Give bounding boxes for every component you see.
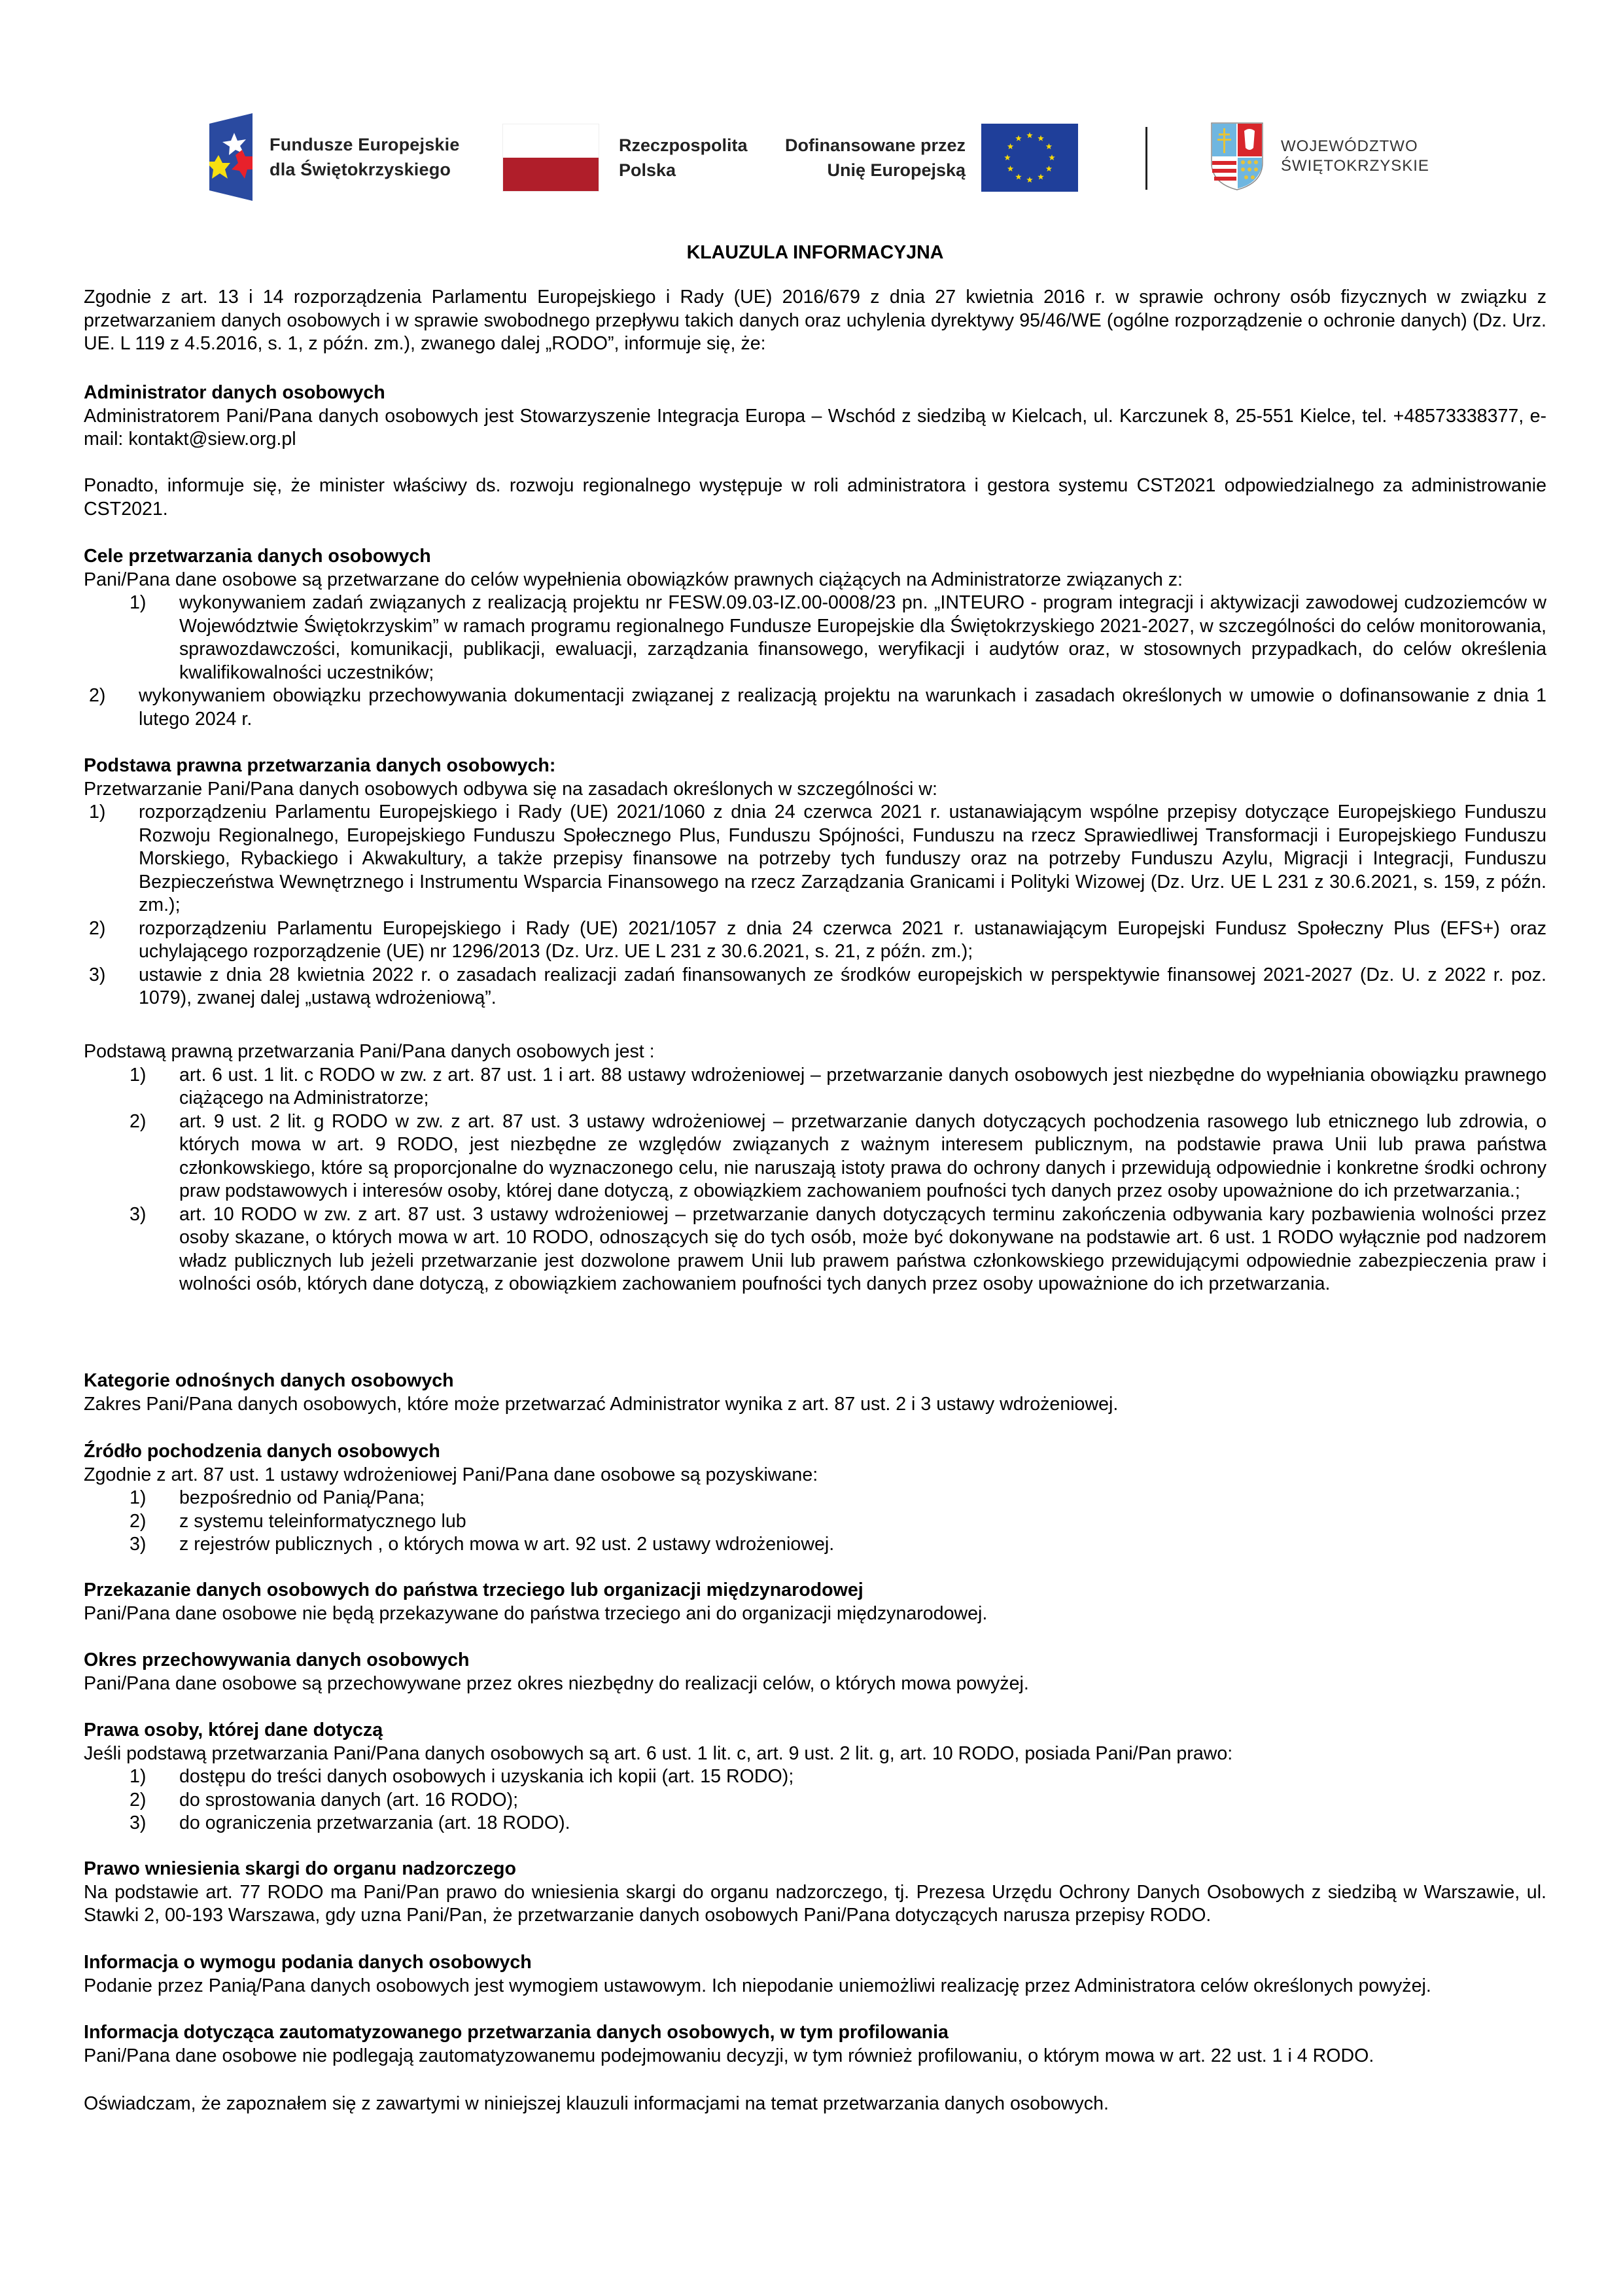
section-lead: Pani/Pana dane osobowe są przetwarzane do celów wypełnienia obowiązków prawnych ciążących na Administratorze związanych z: — [84, 569, 1183, 590]
list-text: bezpośrednio od Panią/Pana; — [179, 1487, 425, 1508]
list-item — [84, 592, 1546, 684]
list-item — [84, 1510, 1546, 1534]
list-number: 3) — [89, 964, 106, 985]
list-text: dostępu do treści danych osobowych i uzyskania ich kopii (art. 15 RODO); — [179, 1766, 794, 1787]
document-title: KLAUZULA INFORMACYJNA — [686, 242, 944, 263]
section-automated — [84, 2021, 1546, 2068]
region-logo-line-2: ŚWIĘTOKRZYSKIE — [1281, 157, 1429, 175]
list-number: 2) — [130, 1510, 147, 1532]
list-item — [84, 964, 1546, 1010]
minister-paragraph: Ponadto, informuje się, że minister właściwy ds. rozwoju regionalnego występuje w roli administratora i gestora systemu CST2021 odpowiedzialnego za administrowanie CST2021. — [84, 475, 1546, 520]
list-text: art. 6 ust. 1 lit. c RODO w zw. z art. 87 ust. 1 i art. 88 ustawy wdrożeniowej – przetwarzanie danych osobowych jest niezbędne do wypełniania obowiązku prawnego ciążącego na Administratorze; — [179, 1064, 1546, 1108]
section-legal-basis-details — [84, 1040, 1546, 1296]
section-text: Administratorem Pani/Pana danych osobowych jest Stowarzyszenie Integracja Europa – Wschód z siedzibą w Kielcach, ul. Karczunek 8, 25-551 Kielce, tel. +48573338377, e-mail: kontakt@siew.org.pl — [84, 405, 1546, 450]
declaration-paragraph: Oświadczam, że zapoznałem się z zawartymi w niniejszej klauzuli informacjami na temat przetwarzania danych osobowych. — [84, 2093, 1109, 2114]
list-number: 1) — [130, 1766, 147, 1787]
section-rights — [84, 1719, 1546, 1835]
list-item — [84, 1203, 1546, 1296]
fe-logo-text — [270, 132, 460, 182]
section-heading: Prawa osoby, której dane dotyczą — [84, 1720, 383, 1740]
section-text: Podanie przez Panią/Pana danych osobowych jest wymogiem ustawowym. Ich niepodanie uniemożliwi realizację przez Administratora celów określonych powyżej. — [84, 1975, 1431, 1996]
section-categories — [84, 1369, 1546, 1416]
wojewodztwo-swietokrzyskie-logo — [1210, 120, 1429, 192]
section-heading: Cele przetwarzania danych osobowych — [84, 546, 431, 567]
list-number: 2) — [89, 917, 106, 939]
list-item — [84, 1789, 1546, 1812]
intro-paragraph: Zgodnie z art. 13 i 14 rozporządzenia Parlamentu Europejskiego i Rady (UE) 2016/679 z dnia 27 kwietnia 2016 r. w sprawie ochrony osób fizycznych w związku z przetwarzaniem danych osobowych i w sprawie swobodnego przepływu takich danych oraz uchylenia dyrektywy 95/46/WE (ogólne rozporządzenie o ochronie danych) (Dz. Urz. UE. L 119 z 4.5.2016, s. 1, z późn. zm.), zwanego dalej „RODO”, informuje się, że: — [84, 287, 1546, 354]
section-lead: Podstawą prawną przetwarzania Pani/Pana danych osobowych jest : — [84, 1041, 655, 1062]
section-heading: Administrator danych osobowych — [84, 382, 385, 403]
section-text: Na podstawie art. 77 RODO ma Pani/Pan prawo do wniesienia skargi do organu nadzorczego, tj. Prezesa Urzędu Ochrony Danych Osobowych z siedzibą w Warszawie, ul. Stawki 2, 00-193 Warszawa, gdy uzna Pani/Pan, że przetwarzanie danych osobowych Pani/Pana dotyczących narusza przepisy RODO. — [84, 1881, 1546, 1926]
list-number: 2) — [130, 1789, 147, 1810]
list-number: 3) — [130, 1203, 147, 1225]
list-text: rozporządzeniu Parlamentu Europejskiego i Rady (UE) 2021/1060 z dnia 24 czerwca 2021 r. ustanawiającym wspólne przepisy dotyczące Europejskiego Funduszu Rozwoju Regionalnego, Europejskiego Funduszu Społecznego Plus, Funduszu Spójności, Funduszu na rzecz Sprawiedliwej Transformacji i Europejskiego Funduszu Morskiego, Rybackiego i Akwakultury, a także przepisy finansowe na potrzeby tych funduszy oraz na potrzeby Funduszu Azylu, Migracji i Integracji, Funduszu Bezpieczeństwa Wewnętrznego i Instrumentu Wsparcia Finansowego na rzecz Zarządzania Granicami i Polityki Wizowej (Dz. Urz. UE L 231 z 30.6.2021, s. 159, z późn. zm.); — [139, 802, 1546, 915]
list-text: art. 9 ust. 2 lit. g RODO w zw. z art. 87 ust. 3 ustawy wdrożeniowej – przetwarzanie danych dotyczących pochodzenia rasowego lub etnicznego lub zdrowia, o których mowa w art. 9 RODO, jest niezbędne ze względów związanych z ważnym interesem publicznym, na podstawie prawa Unii lub prawa państwa członkowskiego, które są proporcjonalne do wyznaczonego celu, nie naruszają istoty prawa do ochrony danych i przewidują odpowiednie i konkretne środki ochrony praw podstawowych i interesów osoby, której dane dotyczą, z obowiązkiem zachowaniem poufności tych danych przez osoby upoważnione do ich przetwarzania.; — [179, 1110, 1546, 1201]
section-purposes — [84, 545, 1546, 731]
section-lead: Przetwarzanie Pani/Pana danych osobowych odbywa się na zasadach określonych w szczególności w: — [84, 778, 937, 800]
section-heading: Przekazanie danych osobowych do państwa trzeciego lub organizacji międzynarodowej — [84, 1580, 864, 1600]
region-logo-text — [1281, 137, 1429, 176]
section-heading: Prawo wniesienia skargi do organu nadzorczego — [84, 1858, 516, 1879]
logo-strip — [209, 111, 1429, 209]
list-text: do sprostowania danych (art. 16 RODO); — [179, 1789, 519, 1810]
section-text: Pani/Pana dane osobowe są przechowywane przez okres niezbędny do realizacji celów, o których mowa powyżej. — [84, 1672, 1029, 1694]
region-logo-line-1: WOJEWÓDZTWO — [1281, 137, 1418, 155]
list-number: 1) — [89, 802, 106, 822]
list-item — [84, 1110, 1546, 1203]
list-text: do ograniczenia przetwarzania (art. 18 RODO). — [179, 1812, 570, 1833]
list-text: z rejestrów publicznych , o których mowa w art. 92 ust. 2 ustawy wdrożeniowej. — [179, 1534, 835, 1555]
section-retention — [84, 1649, 1546, 1695]
list-text: rozporządzeniu Parlamentu Europejskiego i Rady (UE) 2021/1057 z dnia 24 czerwca 2021 r. ustanawiającym Europejski Fundusz Społeczny Plus (EFS+) oraz uchylającego rozporządzenie (UE) nr 1296/2013 (Dz. Urz. UE L 231 z 30.6.2021, s. 21, z późn. zm.); — [139, 917, 1546, 962]
list-number: 1) — [130, 592, 147, 613]
list-item — [84, 917, 1546, 964]
list-item — [84, 1064, 1546, 1110]
section-complaint — [84, 1858, 1546, 1928]
fe-logo-line-1: Fundusze Europejskie — [270, 135, 460, 154]
section-text: Pani/Pana dane osobowe nie będą przekazywane do państwa trzeciego ani do organizacji międzynarodowej. — [84, 1602, 988, 1624]
section-transfer — [84, 1579, 1546, 1625]
coat-of-arms-icon — [1210, 122, 1264, 191]
rzeczpospolita-logo — [502, 123, 748, 192]
eu-flag-icon — [981, 124, 1078, 192]
rp-logo-line-1: Rzeczpospolita — [619, 135, 748, 155]
section-legal-basis — [84, 754, 1546, 1010]
eu-logo-line-2: Unię Europejską — [827, 160, 966, 180]
list-item — [84, 684, 1546, 731]
polish-flag-icon — [502, 124, 599, 192]
section-heading: Okres przechowywania danych osobowych — [84, 1650, 470, 1670]
section-administrator — [84, 381, 1546, 451]
rp-logo-line-2: Polska — [619, 160, 676, 180]
section-text: Zakres Pani/Pana danych osobowych, które może przetwarzać Administrator wynika z art. 87 ust. 2 i 3 ustawy wdrożeniowej. — [84, 1393, 1119, 1415]
list-text: ustawie z dnia 28 kwietnia 2022 r. o zasadach realizacji zadań finansowanych ze środków europejskich w perspektywie finansowej 2021-2027 (Dz. U. z 2022 r. poz. 1079), zwanej dalej „ustawą wdrożeniową”. — [139, 964, 1546, 1008]
list-number: 2) — [89, 685, 106, 706]
section-heading: Kategorie odnośnych danych osobowych — [84, 1370, 454, 1391]
fundusze-europejskie-logo — [209, 111, 460, 203]
eu-cofinanced-logo — [785, 123, 1078, 192]
fe-logo-line-2: dla Świętokrzyskiego — [270, 160, 451, 179]
section-heading: Informacja o wymogu podania danych osobowych — [84, 1952, 532, 1973]
rp-logo-text — [619, 133, 748, 183]
section-heading: Źródło pochodzenia danych osobowych — [84, 1441, 440, 1462]
section-lead: Jeśli podstawą przetwarzania Pani/Pana danych osobowych są art. 6 ust. 1 lit. c, art. 9 ust. 2 lit. g, art. 10 RODO, posiada Pani/Pan prawo: — [84, 1742, 1233, 1764]
list-number: 3) — [130, 1534, 147, 1555]
section-text: Pani/Pana dane osobowe nie podlegają zautomatyzowanemu podejmowaniu decyzji, w tym również profilowaniu, o którym mowa w art. 22 ust. 1 i 4 RODO. — [84, 2045, 1374, 2066]
eu-logo-text — [785, 133, 966, 183]
list-text: art. 10 RODO w zw. z art. 87 ust. 3 ustawy wdrożeniowej – przetwarzanie danych dotyczących terminu zakończenia odbywania kary pozbawienia wolności przez osoby skazane, o których mowa w art. 10 RODO, odnoszących się do tych osób, może być dokonywane na podstawie art. 6 ust. 1 RODO wyłącznie pod nadzorem władz publicznych lub jeżeli przetwarzanie jest dozwolone prawem Unii lub prawem państwa członkowskiego przewidującymi odpowiednie zabezpieczenia praw i wolności osób, których dane dotyczą, z obowiązkiem zachowaniem poufności tych danych przez osoby upoważnione do ich przetwarzania. — [179, 1203, 1546, 1294]
list-number: 2) — [130, 1110, 147, 1132]
list-text: z systemu teleinformatycznego lub — [179, 1510, 466, 1532]
section-heading: Informacja dotycząca zautomatyzowanego przetwarzania danych osobowych, w tym profilowania — [84, 2022, 949, 2043]
section-source — [84, 1440, 1546, 1557]
section-requirement — [84, 1951, 1546, 1998]
list-number: 1) — [130, 1064, 147, 1086]
list-text: wykonywaniem zadań związanych z realizacją projektu nr FESW.09.03-IZ.00-0008/23 pn. „INTEURO - program integracji i aktywizacji zawodowej cudzoziemców w Województwie Świętokrzyskim” w ramach programu regionalnego Fundusze Europejskie dla Świętokrzyskiego 2021-2027, w szczególności do celów monitorowania, sprawozdawczości, komunikacji, publikacji, ewaluacji, zarządzania finansowego, weryfikacji i audytów oraz, w stosownych przypadkach, do celów określenia kwalifikowalności uczestników; — [179, 592, 1546, 683]
list-number: 3) — [130, 1812, 147, 1833]
list-item — [84, 801, 1546, 917]
section-heading: Podstawa prawna przetwarzania danych osobowych: — [84, 755, 556, 776]
section-lead: Zgodnie z art. 87 ust. 1 ustawy wdrożeniowej Pani/Pana dane osobowe są pozyskiwane: — [84, 1464, 818, 1485]
list-item — [84, 1765, 1546, 1789]
eu-logo-line-1: Dofinansowane przez — [785, 135, 966, 155]
list-number: 1) — [130, 1487, 147, 1508]
list-text: wykonywaniem obowiązku przechowywania dokumentacji związanej z realizacją projektu na warunkach i zasadach określonych w umowie o dofinansowanie z dnia 1 lutego 2024 r. — [139, 685, 1546, 730]
list-item — [84, 1812, 1546, 1835]
list-item — [84, 1487, 1546, 1510]
fe-stars-icon — [209, 113, 253, 201]
logo-divider — [1145, 127, 1147, 190]
list-item — [84, 1533, 1546, 1557]
